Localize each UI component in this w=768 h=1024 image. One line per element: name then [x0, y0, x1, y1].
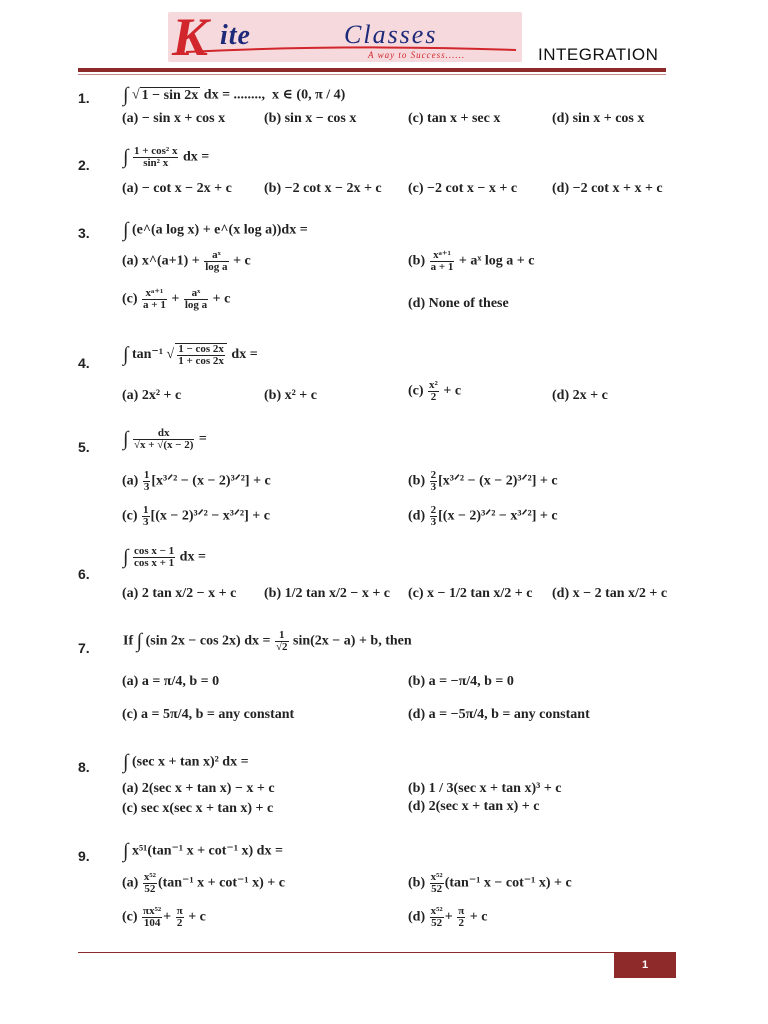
question-1-stem: ∫ √ 1 − sin 2x dx = ........, x ∈ (0, π / 4): [123, 84, 346, 106]
stem-domain: x ∈ (0, π / 4): [272, 87, 346, 103]
option-b: (b) x² + c: [264, 388, 317, 403]
integral-sign-icon: ∫: [136, 630, 143, 652]
logo-classes: Classes: [344, 20, 438, 49]
integral-sign-icon: ∫: [123, 343, 129, 366]
question-number: 1.: [78, 90, 90, 106]
question-number: 9.: [78, 848, 90, 864]
stem-tail: dx = ........,: [203, 87, 266, 103]
option-c: (c) tan x + sec x: [408, 111, 501, 126]
option-b: (b) a = −π/4, b = 0: [408, 674, 514, 689]
integral-sign-icon: ∫: [123, 751, 129, 773]
logo-letter: K: [172, 12, 209, 62]
question-5-stem: ∫ $\frac{dx}{√x + √(x - 2)}$ =: [123, 427, 207, 451]
logo-tagline: A way to Success......: [368, 50, 466, 60]
question-7-stem: If ∫ (sin 2x − cos 2x) dx = $\frac{1}{√2}$ sin(2x − a) + b, then: [123, 629, 412, 653]
question-3-stem: [123, 219, 308, 242]
option-d: (d) sin x + cos x: [552, 111, 645, 126]
option-a: (a) 2x² + c: [122, 388, 182, 403]
option-d: (d) $\frac{\text{x⁵²}}{52}$ + $\frac{\pi}{2}$ + c: [408, 905, 488, 929]
footer-divider: [78, 952, 676, 953]
integral-sign-icon: ∫: [123, 146, 129, 168]
integral-sign-icon: ∫: [123, 219, 129, 241]
option-b: (b) 1 / 3(sec x + tan x)³ + c: [408, 781, 562, 796]
integral-sign-icon: ∫: [123, 546, 129, 568]
radicand: 1 − sin 2x: [141, 87, 199, 103]
option-b: (b) −2 cot x − 2x + c: [264, 181, 382, 196]
question-4-stem: ∫ tan⁻¹ √ $\frac{1 - \cos 2x}{1 + \cos 2x}$ dx =: [123, 343, 258, 367]
question-number: 2.: [78, 157, 90, 173]
header-divider-thin: [78, 74, 666, 75]
option-a: (a) x^(a+1) + $\frac{\text{aˣ}}{\text{log a}}$ + c: [122, 249, 251, 273]
question-number: 3.: [78, 225, 90, 241]
option-c: (c) x − 1/2 tan x/2 + c: [408, 586, 533, 601]
option-a: (a) $\frac{\text{x⁵²}}{52}$ (tan⁻¹ x + cot⁻¹ x) + c: [122, 871, 285, 895]
stem-tail: dx =: [182, 149, 210, 165]
option-d: (d) 2(sec x + tan x) + c: [408, 799, 540, 814]
question-2-stem: [123, 146, 209, 169]
kite-classes-logo: [168, 12, 522, 62]
subject-title: INTEGRATION: [538, 45, 659, 64]
option-d: (d) 2x + c: [552, 388, 608, 403]
option-c: (c) $\frac{\text{x²}}{2}$ + c: [408, 379, 462, 403]
question-6-stem: ∫ $\frac{\text{cos x − 1}}{\text{cos x + 1}}$ dx =: [123, 545, 206, 569]
fraction: $\frac{\text{1 + cos² x}}{\text{sin² x}}$: [133, 145, 178, 169]
option-d: (d) x − 2 tan x/2 + c: [552, 586, 668, 601]
option-d: (d) $\frac{2}{3}$ [(x − 2)³ᐟ² − x³ᐟ²] + c: [408, 504, 558, 528]
integral-sign-icon: ∫: [123, 428, 129, 450]
option-a: (a) 2 tan x/2 − x + c: [122, 586, 237, 601]
option-c: (c) a = 5π/4, b = any constant: [122, 707, 295, 722]
question-8-stem: ∫ (sec x + tan x)² dx =: [123, 751, 249, 773]
question-number: 6.: [78, 566, 90, 582]
option-b: (b) sin x − cos x: [264, 111, 357, 126]
option-b: (b) $\frac{2}{3}$ [x³ᐟ² − (x − 2)³ᐟ²] + c: [408, 469, 558, 493]
option-c: (c) $\frac{\text{xᵃ⁺¹}}{a + 1}$ + $\frac{\text{aˣ}}{\text{log a}}$ + c: [122, 287, 231, 311]
option-a: (a) $\frac{1}{3}$ [x³ᐟ² − (x − 2)³ᐟ²] + c: [122, 469, 271, 493]
option-d: (d) None of these: [408, 296, 509, 311]
question-9-stem: ∫ x⁵¹(tan⁻¹ x + cot⁻¹ x) dx =: [123, 840, 283, 862]
header-divider: [78, 68, 666, 72]
option-b: (b) $\frac{\text{xᵃ⁺¹}}{a + 1}$ + aˣ log a + c: [408, 249, 535, 273]
option-a: (a) − cot x − 2x + c: [122, 181, 232, 196]
option-d: (d) −2 cot x + x + c: [552, 181, 663, 196]
option-c: (c) sec x(sec x + tan x) + c: [122, 801, 274, 816]
question-number: 8.: [78, 759, 90, 775]
option-a: (a) 2(sec x + tan x) − x + c: [122, 781, 275, 796]
stem-text: (e^(a log x) + e^(x log a))dx =: [131, 222, 308, 238]
option-c: (c) $\frac{1}{3}$ [(x − 2)³ᐟ² − x³ᐟ²] + c: [122, 504, 270, 528]
option-b: (b) 1/2 tan x/2 − x + c: [264, 586, 391, 601]
option-c: (c) $\frac{\text{πx⁵²}}{104}$ + $\frac{\pi}{2}$ + c: [122, 905, 206, 929]
integral-sign-icon: ∫: [123, 840, 129, 862]
option-c: (c) −2 cot x − x + c: [408, 181, 518, 196]
option-a: (a) a = π/4, b = 0: [122, 674, 220, 689]
integral-sign-icon: ∫: [123, 84, 129, 106]
question-number: 4.: [78, 355, 90, 371]
question-number: 5.: [78, 439, 90, 455]
logo-word: ite: [220, 20, 251, 51]
option-d: (d) a = −5π/4, b = any constant: [408, 707, 590, 722]
option-b: (b) $\frac{\text{x⁵²}}{52}$ (tan⁻¹ x − cot⁻¹ x) + c: [408, 871, 572, 895]
option-a: (a) − sin x + cos x: [122, 111, 226, 126]
page-number: 1: [614, 952, 676, 978]
question-number: 7.: [78, 640, 90, 656]
